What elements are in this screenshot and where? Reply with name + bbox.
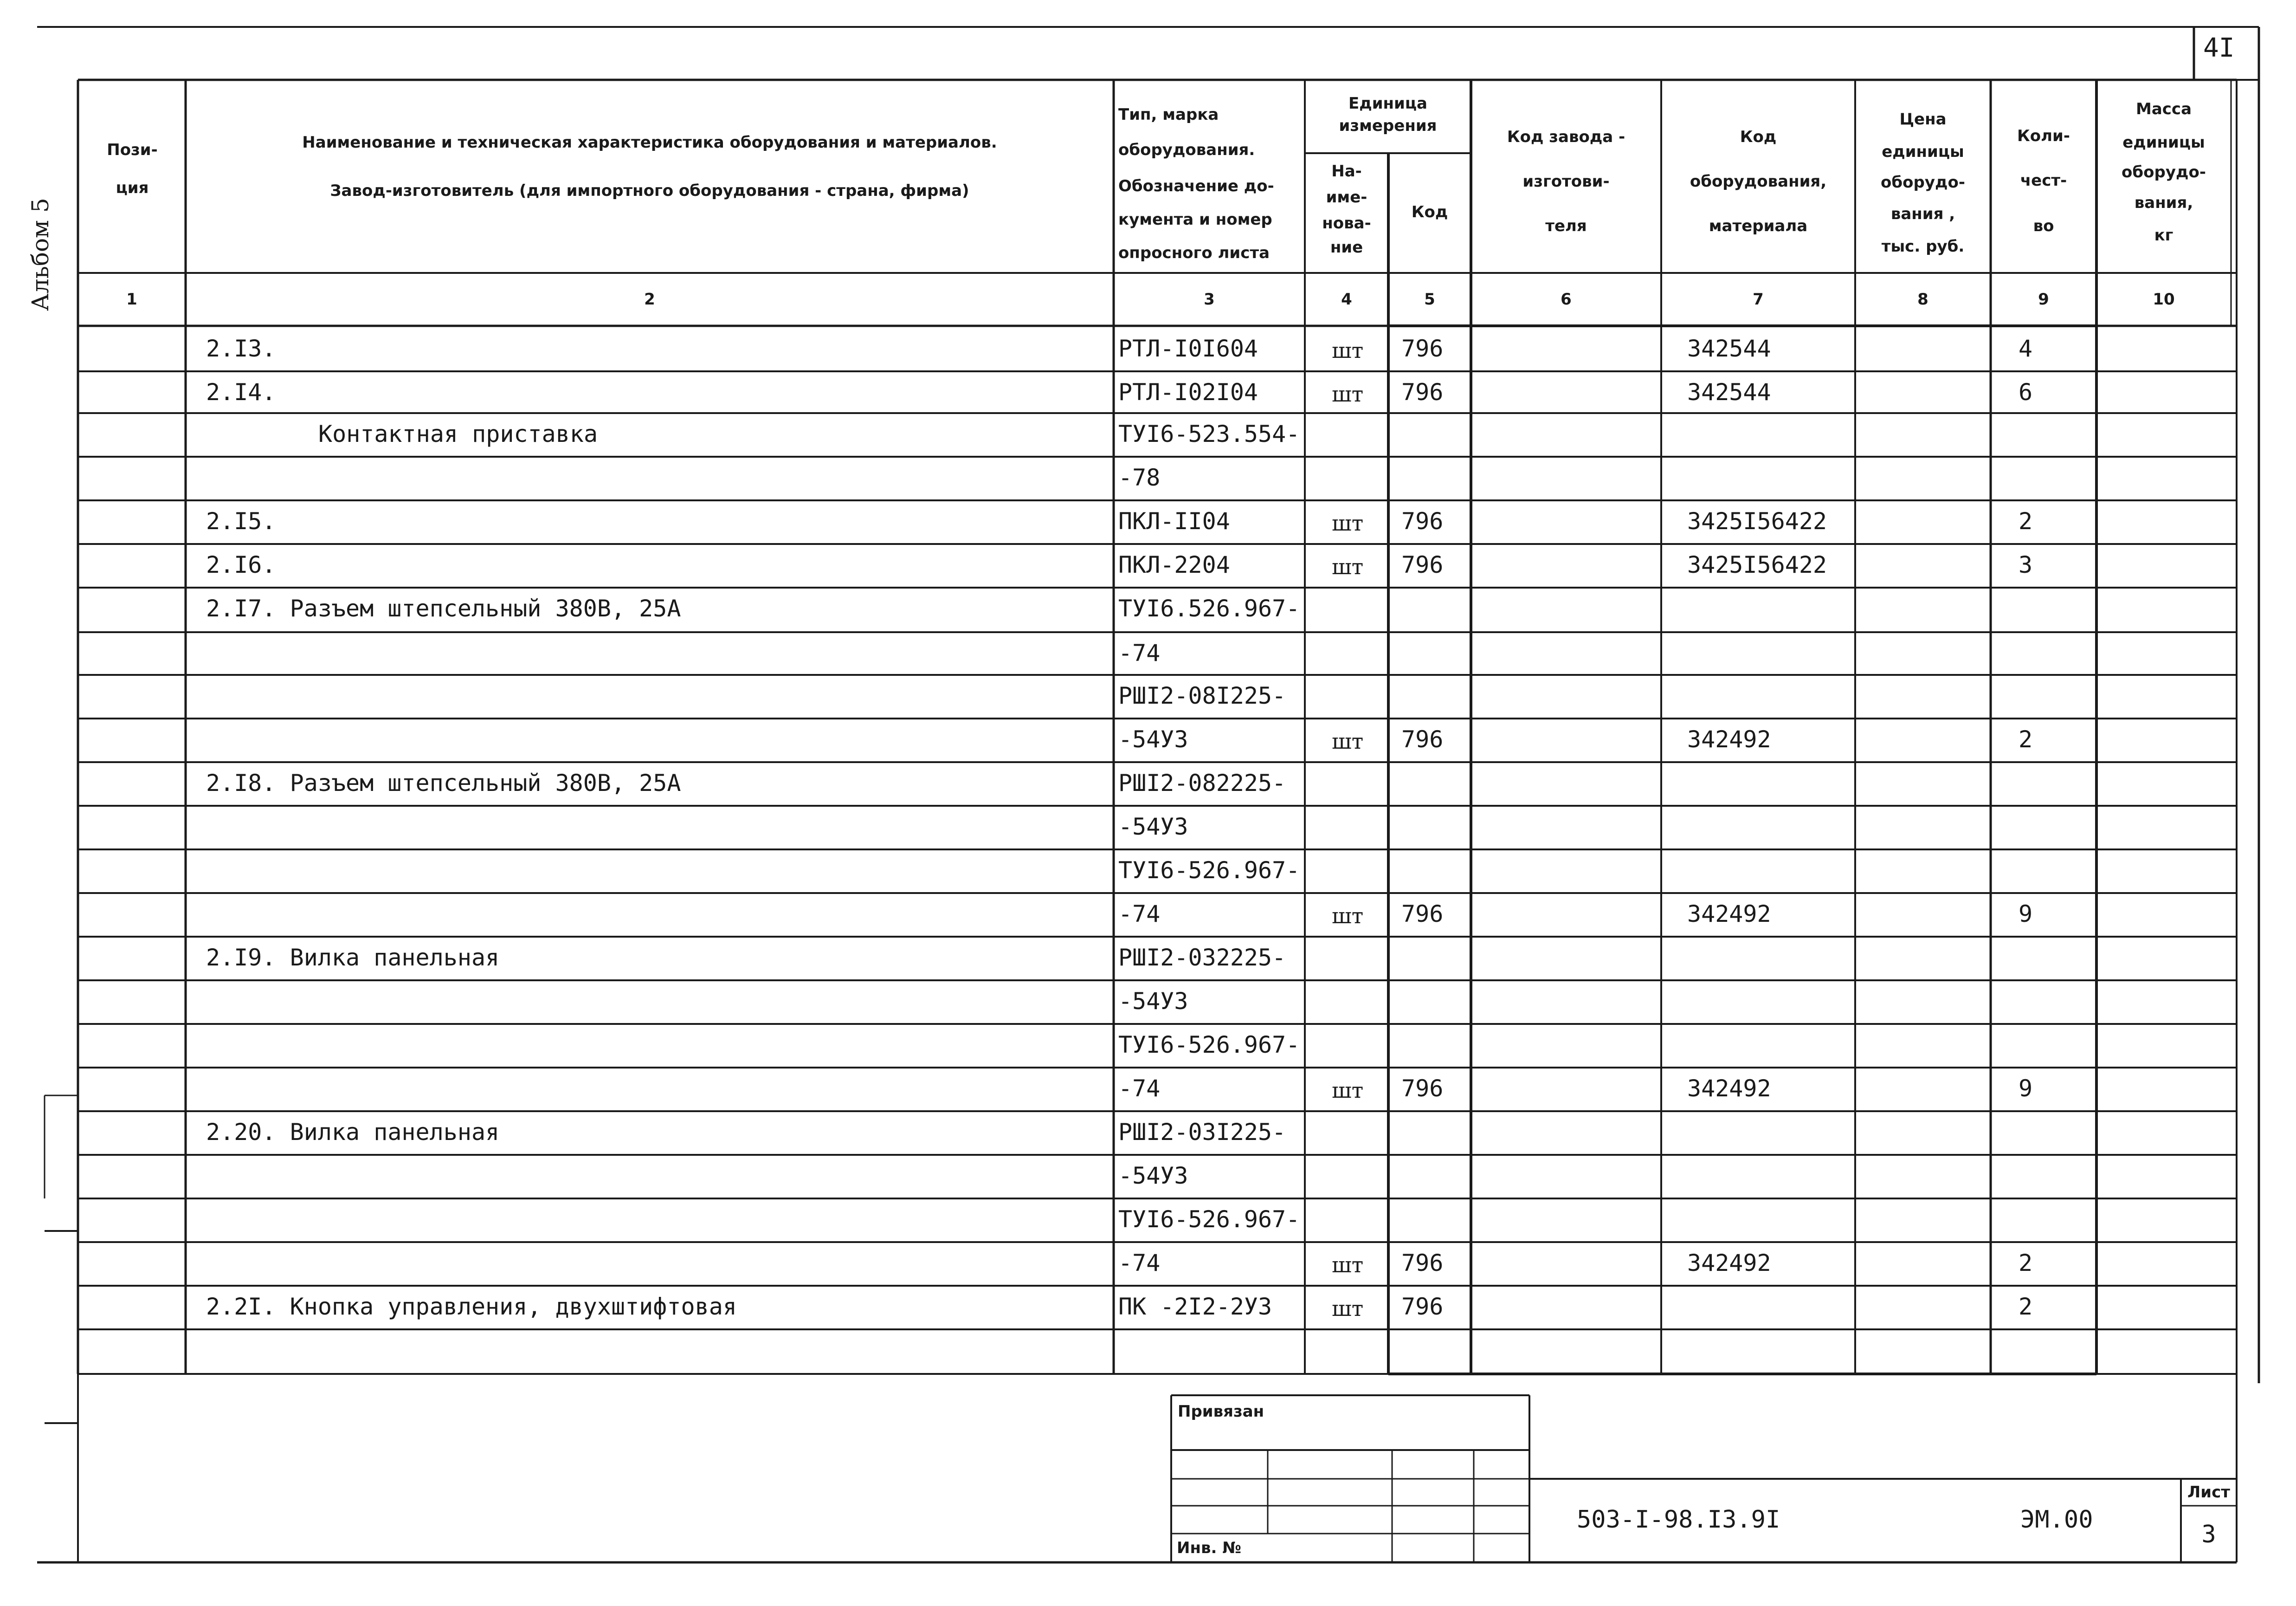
row-unit: шт	[1332, 382, 1364, 407]
header-qty-l2: чест-	[2020, 171, 2067, 190]
header-factory-code-l1: Код завода -	[1507, 128, 1625, 146]
row-qty: 4	[2019, 335, 2033, 362]
row-type: -54У3	[1118, 726, 1188, 753]
row-type: -54У3	[1118, 1162, 1188, 1189]
page-number: 4I	[2203, 33, 2235, 63]
row-eq-code: 342544	[1687, 335, 1771, 362]
row-unit: шт	[1332, 1252, 1364, 1277]
row-type: ПК -2I2-2У3	[1118, 1293, 1272, 1320]
row-type: РШI2-082225-	[1118, 770, 1286, 797]
row-name: 2.I4.	[206, 379, 276, 406]
sheet-number: 3	[2201, 1521, 2216, 1548]
row-qty: 6	[2019, 379, 2033, 406]
header-eq-code-l1: Код	[1740, 128, 1777, 146]
header-mass-l1: Масса	[2135, 100, 2192, 118]
row-type: ПКЛ-II04	[1118, 508, 1230, 535]
row-unit-code: 796	[1401, 335, 1444, 362]
header-position-l1: Пози-	[107, 141, 158, 159]
row-eq-code: 342492	[1687, 1075, 1771, 1102]
header-unit-name-l1: На-	[1331, 162, 1362, 181]
header-unit-name-l2: име-	[1326, 188, 1367, 207]
row-eq-code: 3425I56422	[1687, 551, 1827, 578]
col-number-2: 2	[644, 290, 655, 309]
header-position-l2: ция	[116, 179, 149, 197]
row-unit: шт	[1332, 554, 1364, 579]
row-qty: 9	[2019, 900, 2033, 927]
col-number-8: 8	[1917, 290, 1928, 309]
row-unit-code: 796	[1401, 900, 1444, 927]
header-price-l5: тыс. руб.	[1881, 237, 1965, 256]
header-qty-l1: Коли-	[2017, 127, 2070, 145]
header-type-l4: кумента и номер	[1118, 210, 1272, 229]
row-type: ТУI6-523.554-	[1118, 421, 1300, 447]
row-type: -78	[1118, 464, 1161, 491]
header-eq-code-l2: оборудования,	[1690, 172, 1827, 191]
row-unit: шт	[1332, 729, 1364, 754]
header-type-l2: оборудования.	[1118, 141, 1255, 159]
col-number-10: 10	[2153, 290, 2175, 309]
row-unit: шт	[1332, 903, 1364, 928]
header-name-l2: Завод-изготовитель (для импортного оборудования - страна, фирма)	[330, 181, 969, 200]
header-unit-group-l1: Единица	[1348, 94, 1427, 113]
header-price-l3: оборудо-	[1881, 173, 1965, 192]
stamp-bound-label: Привязан	[1178, 1402, 1264, 1421]
row-name: 2.I9. Вилка панельная	[206, 944, 500, 971]
col-number-6: 6	[1561, 290, 1572, 309]
header-mass-l4: вания,	[2134, 194, 2193, 212]
col-number-9: 9	[2038, 290, 2049, 309]
header-qty-l3: во	[2033, 217, 2054, 235]
row-type: ТУI6-526.967-	[1118, 857, 1300, 884]
row-type: РТЛ-I0I604	[1118, 335, 1258, 362]
header-factory-code-l2: изготови-	[1522, 172, 1610, 191]
row-eq-code: 342492	[1687, 900, 1771, 927]
row-type: -74	[1118, 900, 1161, 927]
header-factory-code-l3: теля	[1545, 217, 1587, 235]
header-unit-code: Код	[1411, 203, 1448, 221]
stamp-inv-label: Инв. №	[1177, 1539, 1242, 1557]
header-unit-name-l4: ние	[1330, 238, 1363, 257]
row-name: 2.I3.	[206, 335, 276, 362]
col-number-5: 5	[1424, 290, 1435, 309]
row-unit: шт	[1332, 511, 1364, 536]
row-unit-code: 796	[1401, 508, 1444, 535]
col-number-1: 1	[126, 290, 137, 309]
row-unit-code: 796	[1401, 1293, 1444, 1320]
row-type: ТУI6.526.967-	[1118, 595, 1300, 622]
header-unit-group-l2: измерения	[1339, 117, 1437, 135]
row-name: 2.2I. Кнопка управления, двухштифтовая	[206, 1293, 737, 1320]
row-type: -74	[1118, 1075, 1161, 1102]
header-type-l5: опросного листа	[1118, 244, 1270, 262]
row-qty: 3	[2019, 551, 2033, 578]
row-unit-code: 796	[1401, 551, 1444, 578]
header-name-l1: Наименование и техническая характеристика оборудования и материалов.	[302, 133, 997, 152]
header-price-l4: вания ,	[1890, 205, 1955, 223]
row-name: Контактная приставка	[318, 421, 598, 447]
row-unit: шт	[1332, 338, 1364, 363]
row-unit-code: 796	[1401, 1250, 1444, 1276]
row-type: ПКЛ-2204	[1118, 551, 1230, 578]
row-unit: шт	[1332, 1078, 1364, 1103]
col-number-7: 7	[1753, 290, 1764, 309]
row-qty: 2	[2019, 726, 2033, 753]
row-name: 2.20. Вилка панельная	[206, 1119, 500, 1146]
row-unit: шт	[1332, 1296, 1364, 1321]
sheet-label: Лист	[2187, 1483, 2230, 1502]
row-eq-code: 342492	[1687, 726, 1771, 753]
row-type: РШI2-032225-	[1118, 944, 1286, 971]
row-type: -74	[1118, 1250, 1161, 1276]
album-label: Альбом 5	[27, 198, 54, 311]
row-qty: 2	[2019, 508, 2033, 535]
document-mark: ЭМ.00	[2020, 1506, 2093, 1534]
header-eq-code-l3: материала	[1709, 217, 1808, 235]
row-unit-code: 796	[1401, 726, 1444, 753]
row-name: 2.I7. Разъем штепсельный 380В, 25А	[206, 595, 681, 622]
header-price-l1: Цена	[1899, 110, 1947, 129]
row-name: 2.I6.	[206, 551, 276, 578]
header-type-l3: Обозначение до-	[1118, 177, 1274, 195]
col-number-4: 4	[1341, 290, 1352, 309]
row-type: -74	[1118, 640, 1161, 667]
row-qty: 2	[2019, 1293, 2033, 1320]
row-type: -54У3	[1118, 988, 1188, 1015]
row-eq-code: 342492	[1687, 1250, 1771, 1276]
header-mass-l5: кг	[2154, 226, 2173, 245]
row-qty: 2	[2019, 1250, 2033, 1276]
header-price-l2: единицы	[1882, 142, 1964, 161]
header-mass-l3: оборудо-	[2122, 163, 2206, 181]
header-type-l1: Тип, марка	[1118, 105, 1219, 124]
col-number-3: 3	[1204, 290, 1215, 309]
row-type: ТУI6-526.967-	[1118, 1031, 1300, 1058]
row-type: ТУI6-526.967-	[1118, 1206, 1300, 1233]
row-type: РШI2-08I225-	[1118, 682, 1286, 709]
row-unit-code: 796	[1401, 1075, 1444, 1102]
header-unit-name-l3: нова-	[1322, 214, 1371, 233]
row-qty: 9	[2019, 1075, 2033, 1102]
row-type: РШI2-03I225-	[1118, 1119, 1286, 1146]
row-name: 2.I8. Разъем штепсельный 380В, 25А	[206, 770, 681, 797]
row-name: 2.I5.	[206, 508, 276, 535]
row-type: РТЛ-I02I04	[1118, 379, 1258, 406]
row-unit-code: 796	[1401, 379, 1444, 406]
row-type: -54У3	[1118, 813, 1188, 840]
row-eq-code: 3425I56422	[1687, 508, 1827, 535]
row-eq-code: 342544	[1687, 379, 1771, 406]
header-mass-l2: единицы	[2122, 133, 2205, 152]
document-code: 503-I-98.I3.9I	[1577, 1506, 1780, 1534]
